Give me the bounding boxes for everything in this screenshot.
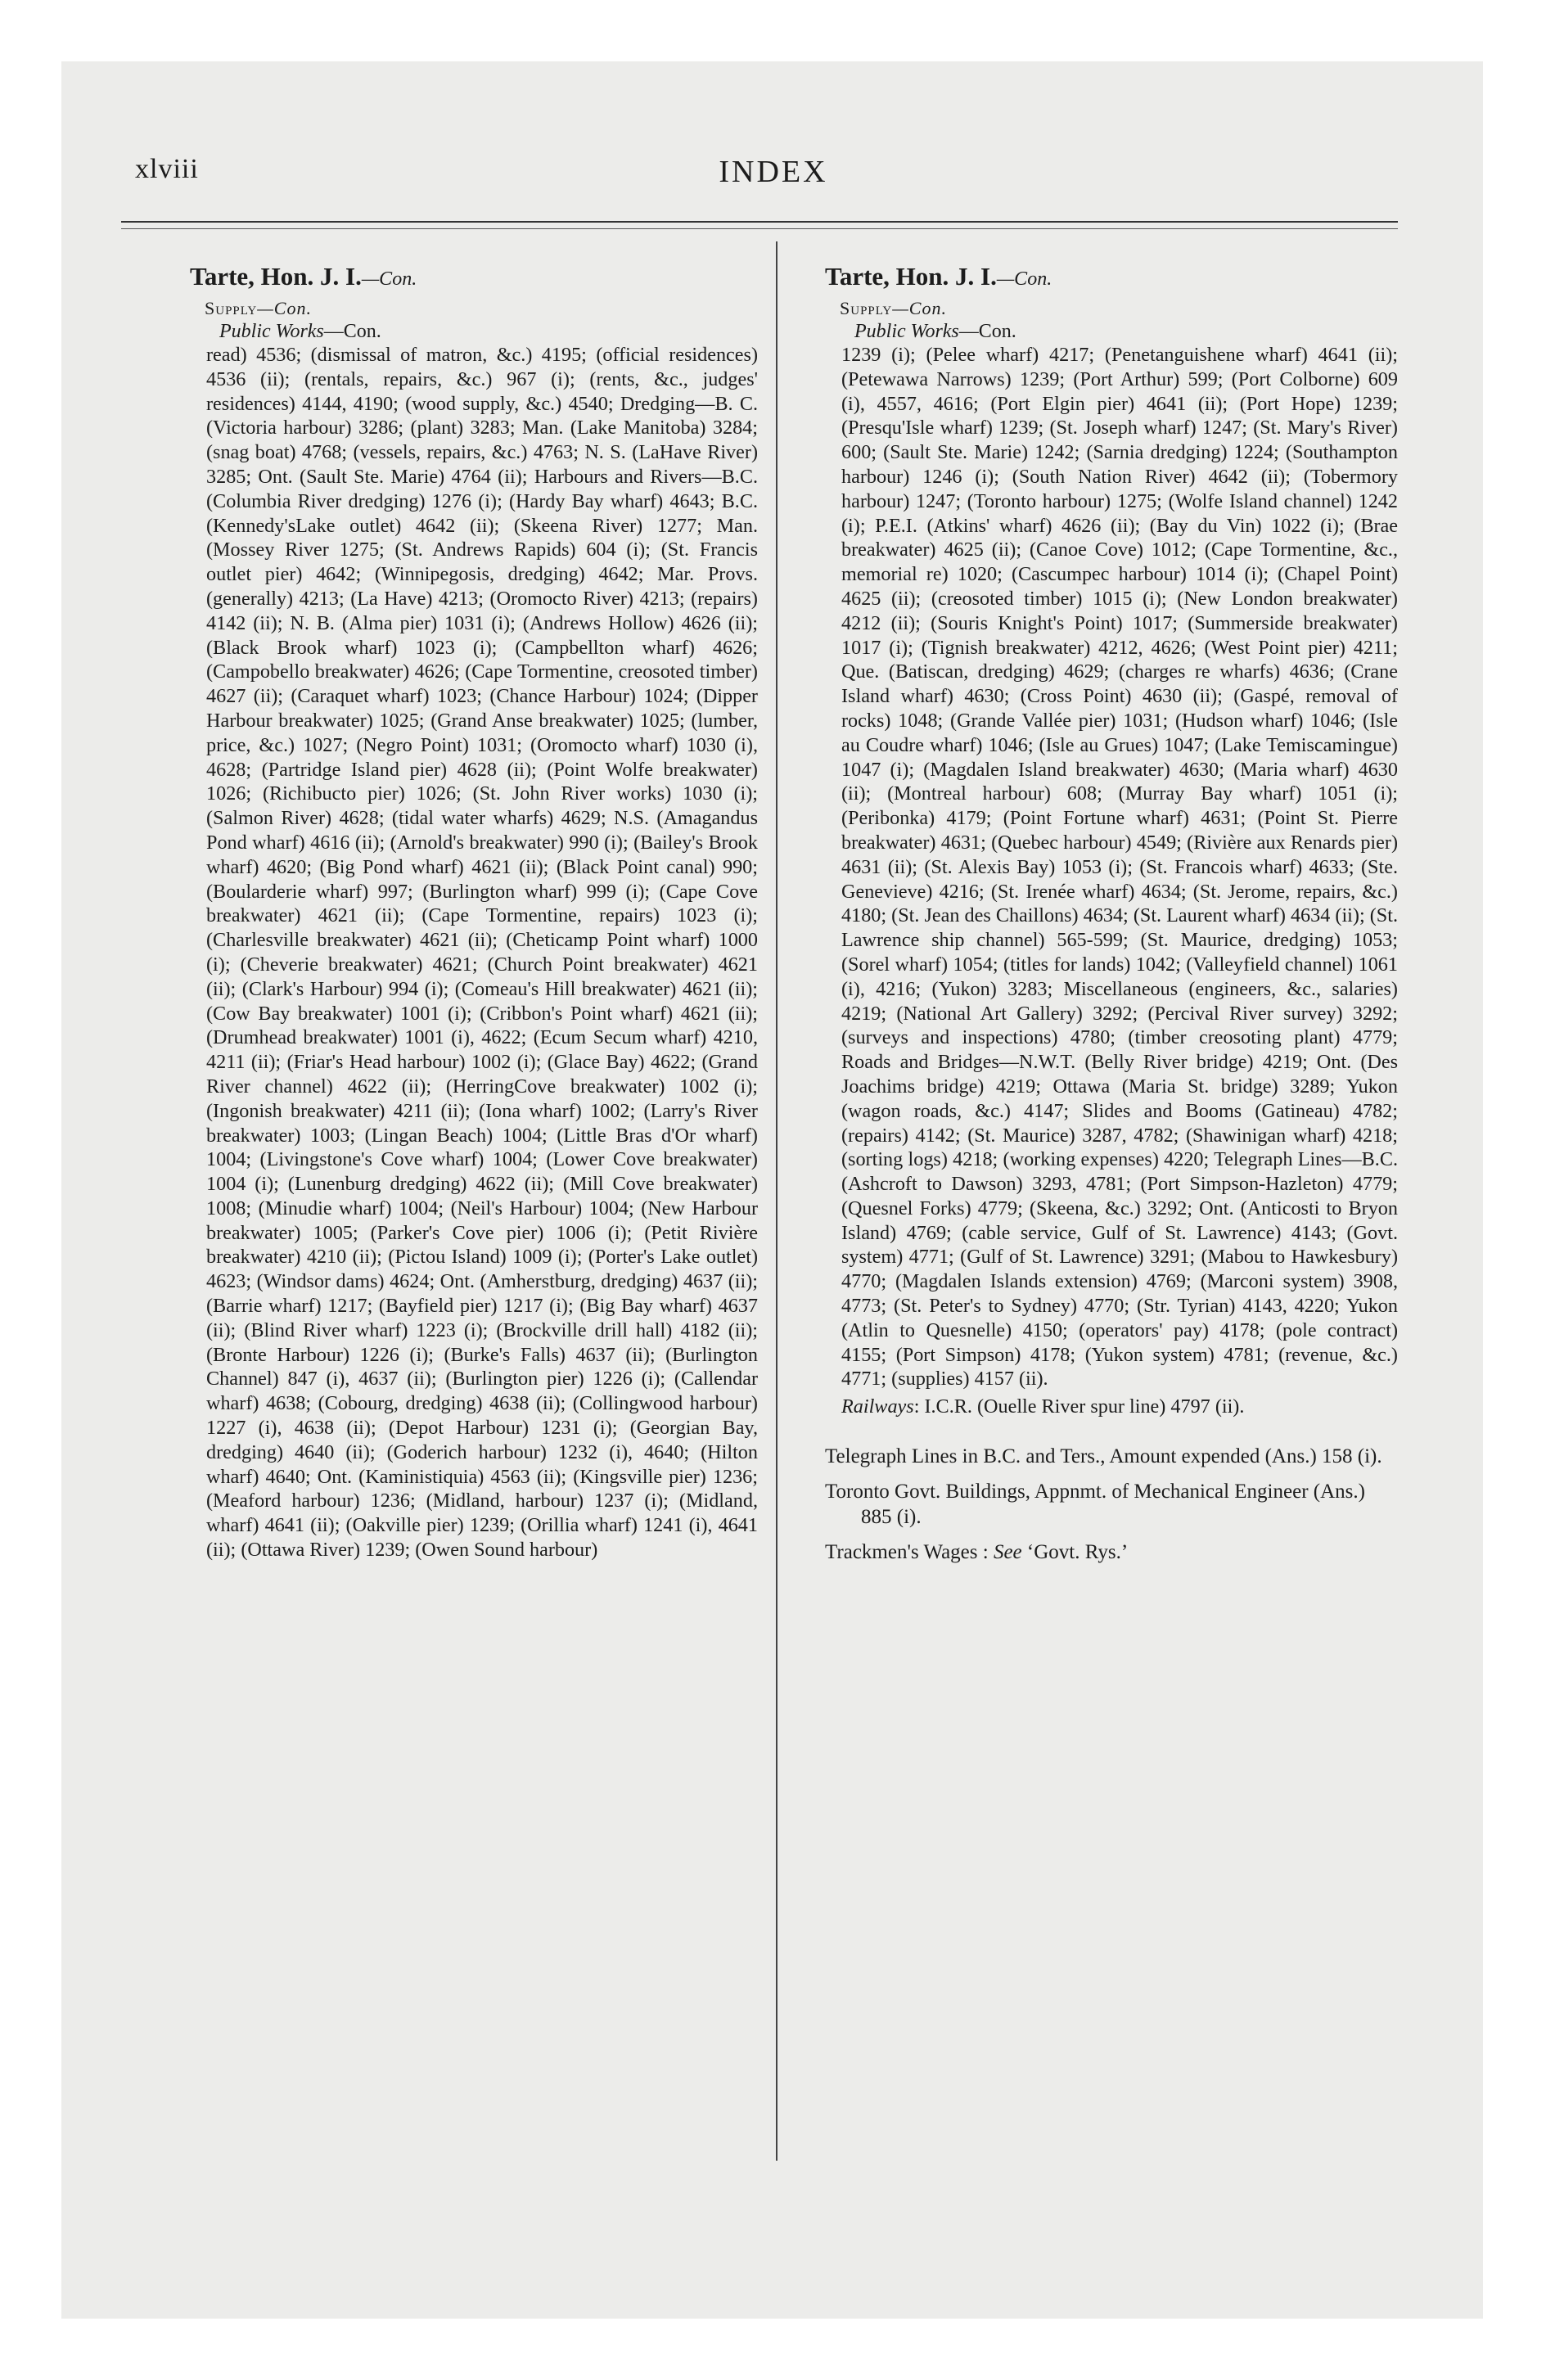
railways-label: Railways [841, 1395, 914, 1418]
index-body-text: 1239 (i); (Pelee wharf) 4217; (Penetanguishene wharf) 4641 (ii); (Petewawa Narrows) 1239; (Port Arthur) 599; (Port Colborne) 609 (i), 4557, 4616; (Port Elgin pier) 4641 (ii); (Port Hope) 1239; (Presqu'Isle wharf) 1239; (St. Joseph wharf) 1247; (St. Mary's River) 600; (Sault Ste. Marie) 1242; (Sarnia dredging) 1224; (Southampton harbour) 1246 (i); (South Nation River) 4642 (ii); (Tobermory harbour) 1247; (Toronto harbour) 1275; (Wolfe Island channel) 1242 (i); P.E.I. (Atkins' wharf) 4626 (ii); (Bay du Vin) 1022 (i); (Brae breakwater) 4625 (ii); (Canoe Cove) 1012; (Cape Tormentine, &c., memorial re) 1020; (Cascumpec harbour) 1014 (i); (Chapel Point) 4625 (ii); (creosoted timber) 1015 (i); (New London breakwater) 4212 (ii); (Souris Knight's Point) 1017; (Summerside breakwater) 1017 (i); (Tignish breakwater) 4212, 4626; (West Point pier) 4211; Que. (Batiscan, dredging) 4629; (charges re wharfs) 4636; (Crane Island wharf) 4630; (Cross Point) 4630 (ii); (Gaspé, removal of rocks) 1048; (Grande Vallée pier) 1031; (Hudson wharf) 1046; (Isle au Coudre wharf) 1046; (Isle au Grues) 1047; (Lake Temiscamingue) 1047 (i); (Magdalen Island breakwater) 4630; (Maria wharf) 4630 (ii); (Montreal harbour) 608; (Murray Bay wharf) 1051 (i); (Peribonka) 4179; (Point Fortune wharf) 4631; (Point St. Pierre breakwater) 4631; (Quebec harbour) 4549; (Rivière aux Renards pier) 4631 (ii); (St. Alexis Bay) 1053 (i); (St. Francois wharf) 4633; (Ste. Genevieve) 4216; (St. Irenée wharf) 4634; (St. Jerome, repairs, &c.) 4180; (St. Jean des Chaillons) 4634; (St. Laurent wharf) 4634 (ii); (St. Lawrence ship channel) 565-599; (St. Maurice, dredging) 1053; (Sorel wharf) 1054; (titles for lands) 1042; (Valleyfield channel) 1061 (i), 4216; (Yukon) 3283; Miscellaneous (engineers, &c., salaries) 4219; (National Art Gallery) 3292; (Percival River survey) 3292; (surveys and inspections) 4780; (timber creosoting plant) 4779; Roads and Bridges—N.W.T. (Belly River bridge) 4219; Ont. (Des Joachims bridge) 4219; Ottawa (Maria St. bridge) 3289; Yukon (wagon roads, &c.) 4147; Slides and Booms (Gatineau) 4782; (repairs) 4142; (St. Maurice) 3287, 4782; (Shawinigan wharf) 4218; (sorting logs) 4218; (working expenses) 4220; Telegraph Lines—B.C. (Ashcroft to Dawson) 3293, 4781; (Port Simpson-Hazleton) 4779; (Quesnel Forks) 4779; (Skeena, &c.) 3292; Ont. (Anticosti to Bryon Island) 4769; (cable service, Gulf of St. Lawrence) 4143; (Govt. system) 4771; (Gulf of St. Lawrence) 3291; (Mabou to Hawkesbury) 4770; (Magdalen Islands extension) 4769; (Marconi system) 3908, 4773; (St. Peter's to Sydney) 4770; (Str. Tyrian) 4143, 4220; Yukon (Atlin to Quesnelle) 4150; (operators' pay) 4178; (pole contract) 4155; (Port Simpson) 4178; (Yukon system) 4781; (revenue, &c.) 4771; (supplies) 4157 (ii). [841, 344, 1398, 1391]
index-entry: Telegraph Lines in B.C. and Ters., Amount expended (Ans.) 158 (i). [825, 1445, 1382, 1468]
see-reference: See [993, 1541, 1022, 1564]
running-title: INDEX [719, 155, 828, 189]
column-divider [776, 241, 778, 2161]
subheading-public-works: Public Works—Con. [854, 321, 1016, 342]
page-number: xlviii [135, 154, 199, 184]
subheading-supply: Supply—Con. [840, 298, 947, 318]
header-rule-thin [121, 228, 1398, 229]
right-column [825, 262, 1398, 1565]
index-entry-trackmen: Trackmen's Wages : See ‘Govt. Rys.’ [825, 1541, 1129, 1564]
entry-heading: Tarte, Hon. J. I.—Con. [825, 262, 1052, 291]
subheading-supply: Supply—Con. [205, 298, 312, 318]
entry-heading: Tarte, Hon. J. I.—Con. [190, 262, 417, 291]
left-column [190, 262, 758, 1562]
page-header [135, 154, 1412, 203]
railways-text: : I.C.R. (Ouelle River spur line) 4797 (ii). [913, 1395, 1245, 1418]
subheading-public-works: Public Works—Con. [219, 321, 381, 342]
index-entry: Toronto Govt. Buildings, Appnmt. of Mechanical Engineer (Ans.) 885 (i). [825, 1481, 1365, 1529]
header-rule [121, 221, 1398, 223]
railways-subentry [825, 1395, 1398, 1419]
index-body-text: read) 4536; (dismissal of matron, &c.) 4195; (official residences) 4536 (ii); (rentals, repairs, &c.) 967 (i); (rents, &c., judges' residences) 4144, 4190; (wood supply, &c.) 4540; Dredging—B. C. (Victoria harbour) 3286; (plant) 3283; Man. (Lake Manitoba) 3284; (snag boat) 4768; (vessels, repairs, &c.) 4763; N. S. (LaHave River) 3285; Ont. (Sault Ste. Marie) 4764 (ii); Harbours and Rivers—B.C. (Columbia River dredging) 1276 (i); (Hardy Bay wharf) 4643; B.C. (Kennedy'sLake outlet) 4642 (ii); (Skeena River) 1277; Man. (Mossey River 1275; (St. Andrews Rapids) 604 (i); (St. Francis outlet pier) 4642; (Winnipegosis, dredging) 4642; Mar. Provs. (generally) 4213; (La Have) 4213; (Oromocto River) 4213; (repairs) 4142 (ii); N. B. (Alma pier) 1031 (i); (Andrews Hollow) 4626 (ii); (Black Brook wharf) 1023 (i); (Campbellton wharf) 4626; (Campobello breakwater) 4626; (Cape Tormentine, creosoted timber) 4627 (ii); (Caraquet wharf) 1023; (Chance Harbour) 1024; (Dipper Harbour breakwater) 1025; (Grand Anse breakwater) 1025; (lumber, price, &c.) 1027; (Negro Point) 1031; (Oromocto wharf) 1030 (i), 4628; (Partridge Island pier) 4628 (ii); (Point Wolfe breakwater) 1026; (Richibucto pier) 1026; (St. John River works) 1030 (i); (Salmon River) 4628; (tidal water wharfs) 4629; N.S. (Amagandus Pond wharf) 4616 (ii); (Arnold's breakwater) 990 (i); (Bailey's Brook wharf) 4620; (Big Pond wharf) 4621 (ii); (Black Point canal) 990; (Boularderie wharf) 997; (Burlington wharf) 999 (i); (Cape Cove breakwater) 4621 (ii); (Cape Tormentine, repairs) 1023 (i); (Charlesville breakwater) 4621 (ii); (Cheticamp Point wharf) 1000 (i); (Cheverie breakwater) 4621; (Church Point breakwater) 4621 (ii); (Clark's Harbour) 994 (i); (Comeau's Hill breakwater) 4621 (ii); (Cow Bay breakwater) 1001 (i); (Cribbon's Point wharf) 4621 (ii); (Drumhead breakwater) 1001 (i), 4622; (Ecum Secum wharf) 4210, 4211 (ii); (Friar's Head harbour) 1002 (i); (Glace Bay) 4622; (Grand River channel) 4622 (ii); (HerringCove breakwater) 1002 (i); (Ingonish breakwater) 4211 (ii); (Iona wharf) 1002; (Larry's River breakwater) 1003; (Lingan Beach) 1004; (Little Bras d'Or wharf) 1004; (Livingstone's Cove wharf) 1004; (Lower Cove breakwater) 1004 (i); (Lunenburg dredging) 4622 (ii); (Mill Cove breakwater) 1008; (Minudie wharf) 1004; (Neil's Harbour) 1004; (New Harbour breakwater) 1005; (Parker's Cove pier) 1006 (i); (Petit Rivière breakwater) 4210 (ii); (Pictou Island) 1009 (i); (Porter's Lake outlet) 4623; (Windsor dams) 4624; Ont. (Amherstburg, dredging) 4637 (ii); (Barrie wharf) 1217; (Bayfield pier) 1217 (i); (Big Bay wharf) 4637 (ii); (Blind River wharf) 1223 (i); (Brockville drill hall) 4182 (ii); (Bronte Harbour) 1226 (i); (Burke's Falls) 4637 (ii); (Burlington Channel) 847 (i), 4637 (ii); (Burlington pier) 1226 (i); (Callendar wharf) 4638; (Cobourg, dredging) 4638 (ii); (Collingwood harbour) 1227 (i), 4638 (ii); (Depot Harbour) 1231 (i); (Georgian Bay, dredging) 4640 (ii); (Goderich harbour) 1232 (i), 4640; (Hilton wharf) 4640; Ont. (Kaministiquia) 4563 (ii); (Kingsville pier) 1236; (Meaford harbour) 1236; (Midland, harbour) 1237 (i); (Midland, wharf) 4641 (ii); (Oakville pier) 1239; (Orillia wharf) 1241 (i), 4641 (ii); (Ottawa River) 1239; (Owen Sound harbour) [206, 344, 758, 1562]
